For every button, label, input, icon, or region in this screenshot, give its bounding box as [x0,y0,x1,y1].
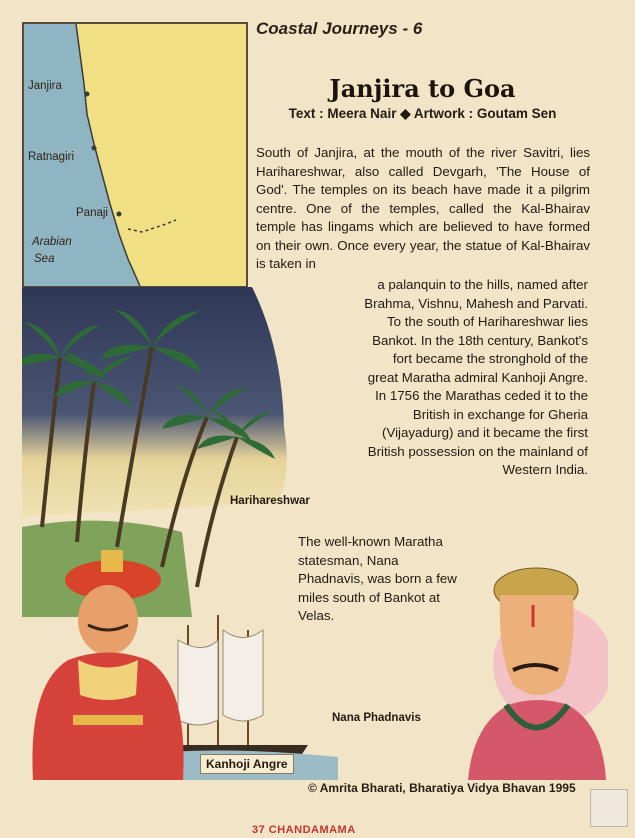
caption-kanhoji-angre: Kanhoji Angre [200,754,294,774]
publisher-logo [590,789,628,827]
text-line: fort became the stronghold of the [392,351,588,366]
text-line: great Maratha admiral Kanhoji Angre. [367,369,588,385]
nana-phadnavis-illustration [458,565,608,780]
text-line: a palanquin to the hills, named after [377,277,588,292]
text-line: To the south of Harihareshwar lies [386,314,588,329]
paragraph-harihareshwar: South of Janjira, at the mouth of the river Savitri, lies Harihareshwar, also called Devgarh, 'The House of God'. The temples on its beach have made it a pilgrim centre. One of the temples, called the Kal-Bhairav temple has lingams which are believed to have formed on their own. Once every year, the statue of Kal-Bhairav is taken in [256,145,590,271]
text-line: British possession on the mainland of [367,443,588,459]
map-label-arabian: Arabian [32,236,72,248]
map-label-sea: Sea [34,253,55,265]
text-line: (Vijayadurg) and it became the first [382,425,588,440]
page-title: Janjira to Goa [329,74,516,103]
map-label-panaji: Panaji [76,207,108,219]
page-footer: 37 CHANDAMAMA [252,824,356,836]
map-label-janjira: Janjira [28,80,62,92]
text-line: In 1756 the Marathas ceded it to the [375,388,588,403]
text-line: Brahma, Vishnu, Mahesh and Parvati. [364,295,588,311]
map-label-ratnagiri: Ratnagiri [28,151,75,163]
paragraph-bankot [296,276,588,480]
coast-map [22,22,248,288]
kanhoji-angre-illustration [18,545,338,780]
text-line: Western India. [502,462,588,477]
copyright-notice: © Amrita Bharati, Bharatiya Vidya Bhavan 1995 [308,781,576,795]
caption-harihareshwar: Harihareshwar [230,495,310,507]
paragraph-nana-phadnavis: The well-known Maratha statesman, Nana Phadnavis, was born a few miles south of Bankot at Velas. [298,534,457,623]
credit-line: Text : Meera Nair ◆ Artwork : Goutam Sen [288,106,557,121]
caption-nana-phadnavis: Nana Phadnavis [332,712,421,724]
text-line: British in exchange for Gheria [412,406,588,422]
series-title: Coastal Journeys - 6 [256,19,423,38]
text-line: Bankot. In the 18th century, Bankot's [372,332,588,348]
